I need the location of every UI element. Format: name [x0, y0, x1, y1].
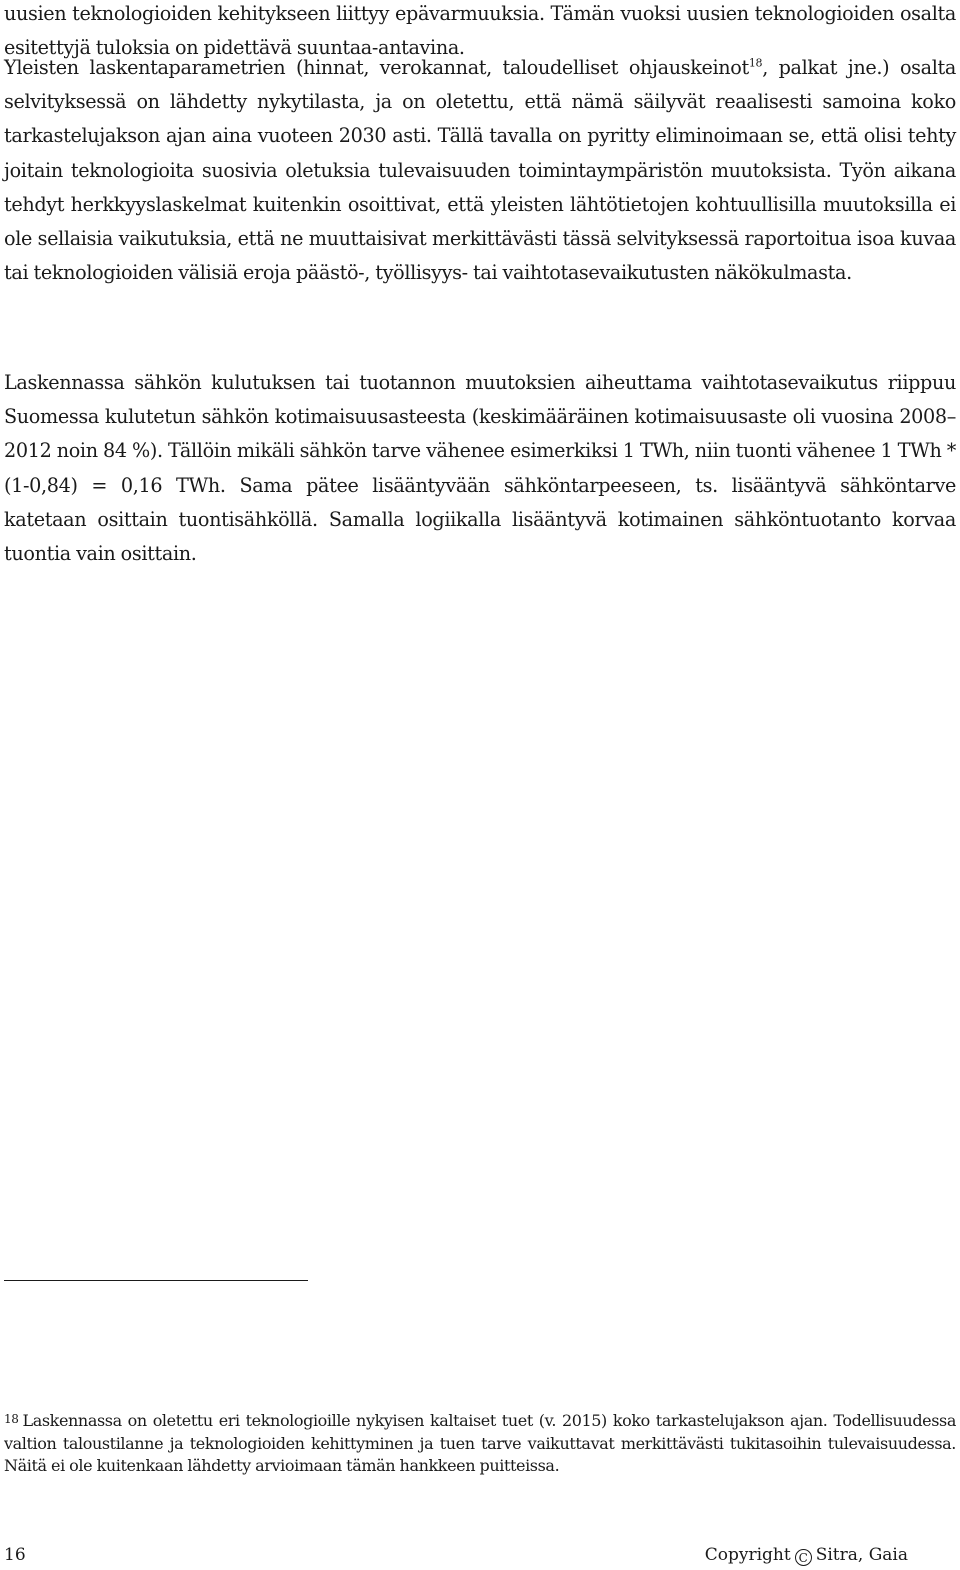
paragraph-2-text-after: , palkat jne.) osalta selvityksessä on lähdetty nykytilasta, ja on oletettu, että nämä säilyvät reaalisesti samoina koko tarkastelujakson ajan aina vuoteen 2030 asti. Tällä tavalla on pyritty eliminoimaan se, että olisi tehty joitain teknologioita suosivia oletuksia tulevaisuuden toimintaympäristön muutoksista. Työn aikana tehdyt herkkyyslaskelmat kuitenkin osoittivat, että yleisten lähtötietojen kohtuullisilla muutoksilla ei ole sellaisia vaikutuksia, että ne muuttaisivat merkittävästi tässä selvityksessä raportoitua isoa kuvaa tai teknologioiden välisiä eroja päästö-, työllisyys- tai vaihtotasevaikutusten näkökulmasta.: [4, 56, 956, 285]
paragraph-1-text: uusien teknologioiden kehitykseen liittyy epävarmuuksia. Tämän vuoksi uusien teknologioiden osalta esitettyjä tuloksia on pidettävä suuntaa-antavina.: [4, 2, 956, 60]
page-number: 16: [4, 1545, 26, 1565]
copyright-holder: Sitra, Gaia: [815, 1545, 908, 1565]
footnote-reference[interactable]: 18: [748, 56, 763, 70]
footnote-text: Laskennassa on oletettu eri teknologioille nykyisen kaltaiset tuet (v. 2015) koko tarkastelujakson ajan. Todellisuudessa valtion taloustilanne ja teknologioiden kehittyminen ja tuen tarve vaikuttavat merkittävästi tukitasoihin tulevaisuudessa. Näitä ei ole kuitenkaan lähdetty arvioimaan tämän hankkeen puitteissa.: [4, 1411, 956, 1475]
footnote-18: [4, 1408, 956, 1478]
paragraph-3: [4, 366, 956, 571]
copyright-notice: [705, 1544, 908, 1566]
footnote-number: 18: [4, 1412, 19, 1426]
paragraph-2-text-before: Yleisten laskentaparametrien (hinnat, verokannat, taloudelliset ohjauskeinot: [4, 56, 749, 79]
paragraph-2: [4, 51, 956, 290]
paragraph-3-text: Laskennassa sähkön kulutuksen tai tuotannon muutoksien aiheuttama vaihtotasevaikutus riippuu Suomessa kulutetun sähkön kotimaisuusasteesta (keskimääräinen kotimaisuusaste oli vuosina 2008–2012 noin 84 %). Tällöin mikäli sähkön tarve vähenee esimerkiksi 1 TWh, niin tuonti vähenee 1 TWh * (1-0,84) = 0,16 TWh. Sama pätee lisääntyvään sähköntarpeeseen, ts. lisääntyvä sähköntarve katetaan osittain tuontisähköllä. Samalla logiikalla lisääntyvä kotimainen sähköntuotanto korvaa tuontia vain osittain.: [4, 371, 956, 566]
document-page: [4, 0, 956, 1570]
copyright-label: Copyright: [704, 1545, 791, 1565]
footnote-divider: [4, 1280, 308, 1281]
copyright-icon: C: [795, 1549, 812, 1566]
